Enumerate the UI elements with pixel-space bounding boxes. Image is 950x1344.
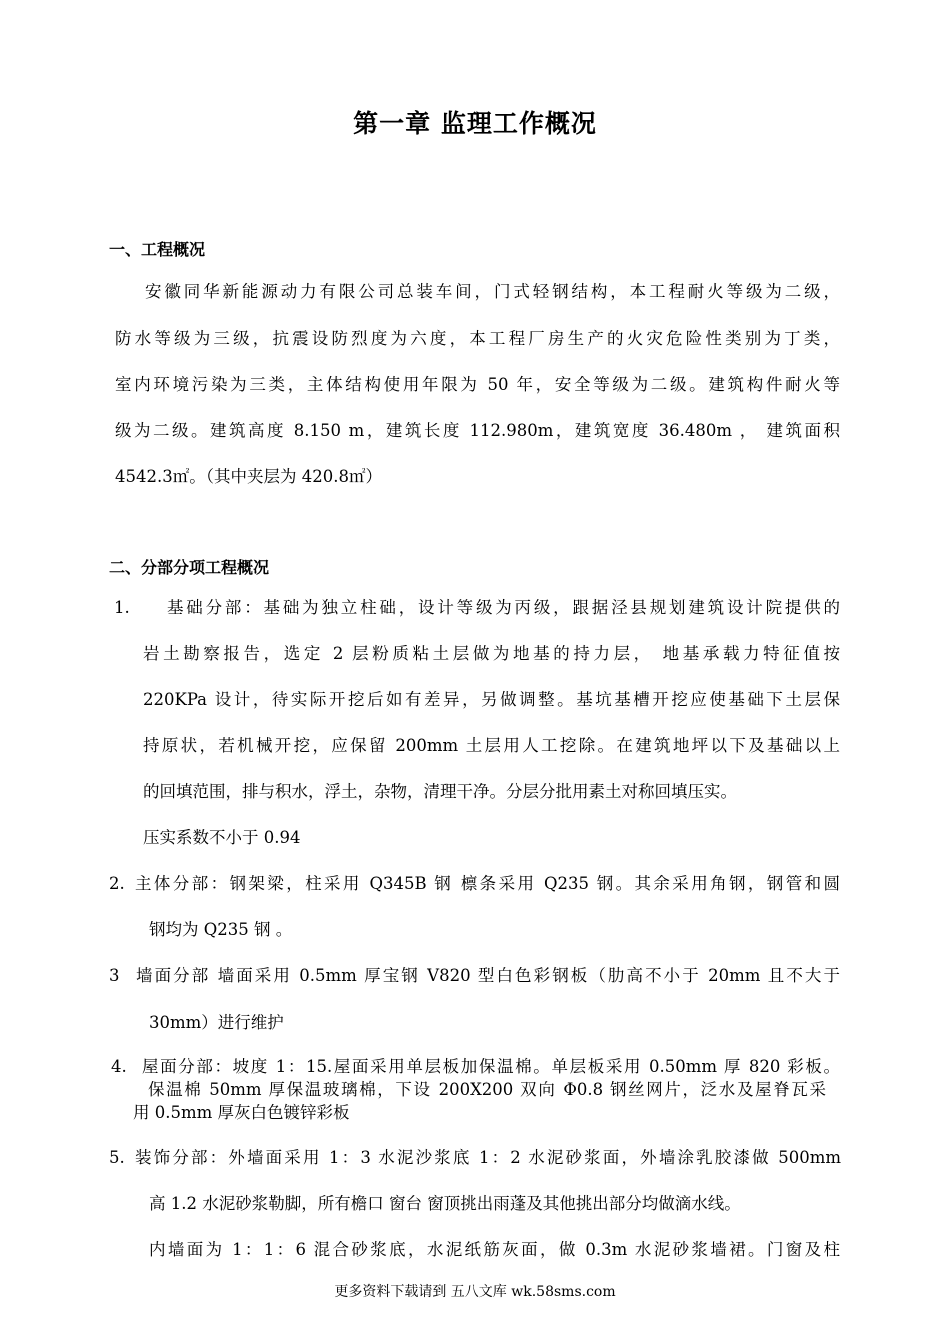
list-item-line: 装饰分部：外墙面采用 1：3 水泥沙浆底 1：2 水泥砂浆面，外墙涂乳胶漆做 500mm: [135, 1148, 841, 1167]
list-number: 4.: [111, 1057, 127, 1076]
section-heading-overview: 一、工程概况: [109, 240, 206, 259]
list-item-line: 持原状，若机械开挖，应保留 200mm 土层用人工挖除。在建筑地坪以下及基础以上: [143, 736, 840, 755]
list-item-line: 基础分部：基础为独立柱础，设计等级为丙级，跟据泾县规划建筑设计院提供的: [167, 598, 840, 617]
list-item-line: 压实系数不小于 0.94: [143, 828, 301, 847]
list-item-line: 岩土勘察报告，选定 2 层粉质粘土层做为地基的持力层， 地基承载力特征值按: [143, 644, 840, 663]
list-item-line: 用 0.5mm 厚灰白色镀锌彩板: [133, 1103, 350, 1122]
list-item-line: 墙面分部 墙面采用 0.5mm 厚宝钢 V820 型白色彩钢板（肋高不小于 20mm 且不大于: [136, 966, 840, 985]
list-item-line: 220KPa 设计，待实际开挖后如有差异，另做调整。基坑基槽开挖应使基础下土层保: [143, 690, 840, 709]
section-heading-subdivisions: 二、分部分项工程概况: [109, 558, 270, 577]
list-item-line: 的回填范围，排与积水，浮土，杂物，清理干净。分层分批用素土对称回填压实。: [143, 782, 737, 801]
list-item-line: 保温棉 50mm 厚保温玻璃棉，下设 200X200 双向 Φ0.8 钢丝网片，泛水及屋脊瓦采: [148, 1080, 826, 1099]
list-item-line: 高 1.2 水泥砂浆勒脚，所有檐口 窗台 窗顶挑出雨蓬及其他挑出部分均做滴水线。: [149, 1194, 741, 1213]
list-item-line: 内墙面为 1：1：6 混合砂浆底，水泥纸筋灰面，做 0.3m 水泥砂浆墙裙。门窗及柱: [149, 1240, 840, 1259]
list-item-line: 钢均为 Q235 钢 。: [149, 920, 293, 939]
paragraph-line: 4542.3㎡。（其中夹层为 420.8㎡）: [115, 467, 382, 486]
paragraph-line: 安徽同华新能源动力有限公司总装车间，门式轻钢结构，本工程耐火等级为二级，: [145, 282, 840, 301]
list-number: 3: [109, 966, 120, 985]
page-title: 第一章 监理工作概况: [353, 109, 597, 138]
list-number: 5.: [109, 1148, 125, 1167]
list-number: 2.: [109, 874, 125, 893]
paragraph-line: 室内环境污染为三类，主体结构使用年限为 50 年，安全等级为二级。建筑构件耐火等: [115, 375, 840, 394]
paragraph-line: 级为二级。建筑高度 8.150 m，建筑长度 112.980m，建筑宽度 36.480m ， 建筑面积: [115, 421, 840, 440]
list-item-line: 主体分部：钢架梁，柱采用 Q345B 钢 檩条采用 Q235 钢。其余采用角钢，钢管和圆: [135, 874, 840, 893]
list-item-line: 屋面分部：坡度 1：15.屋面采用单层板加保温棉。单层板采用 0.50mm 厚 820 彩板。: [142, 1057, 840, 1076]
page-footer: 更多资料下载请到 五八文库 wk.58sms.com: [334, 1284, 616, 1300]
list-number: 1.: [114, 598, 130, 617]
list-item-line: 30mm）进行维护: [149, 1013, 284, 1032]
paragraph-line: 防水等级为三级，抗震设防烈度为六度，本工程厂房生产的火灾危险性类别为丁类，: [115, 329, 840, 348]
